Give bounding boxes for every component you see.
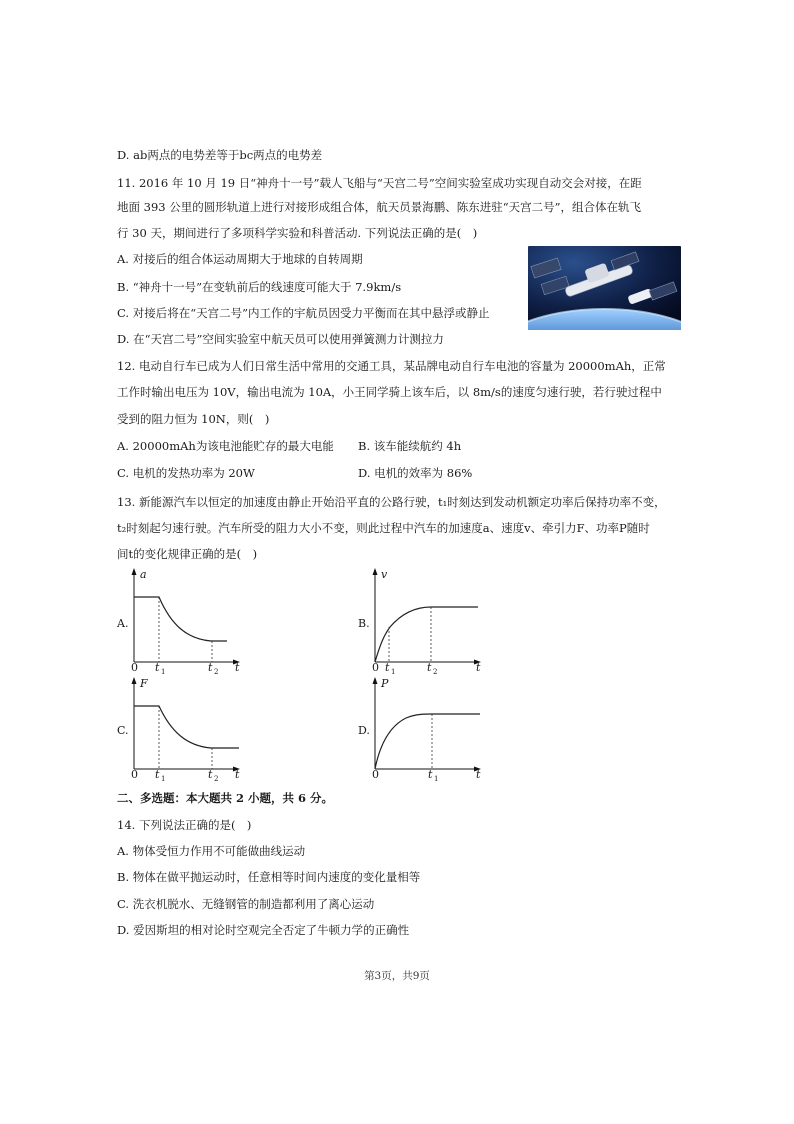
graph-b-t1: t xyxy=(385,661,390,674)
graph-d-t1-sub: 1 xyxy=(434,775,439,783)
graph-d-yvar: P xyxy=(381,677,389,690)
graph-a-xvar: t xyxy=(235,661,240,674)
space-station-photo xyxy=(528,246,681,330)
graph-d-origin: 0 xyxy=(372,768,379,781)
graph-c-label: C. xyxy=(117,724,129,737)
q14-stem: 14. 下列说法正确的是( ) xyxy=(117,818,252,832)
q11-stem-line2: 地面 393 公里的圆形轨道上进行对接形成组合体，航天员景海鹏、陈东进驻“天宫二号”，组合体在轨飞 xyxy=(117,200,642,214)
graph-b-t2: t xyxy=(427,661,432,674)
graph-c-t2: t xyxy=(208,768,213,781)
graph-d-xvar: t xyxy=(476,768,481,781)
graph-d xyxy=(358,674,498,784)
q12-stem-line3: 受到的阻力恒为 10N，则( ) xyxy=(117,412,270,426)
graph-c-t1: t xyxy=(155,768,160,781)
q14-option-c: C. 洗衣机脱水、无缝钢管的制造都利用了离心运动 xyxy=(117,897,375,911)
q11-stem-line3: 行 30 天，期间进行了多项科学实验和科普活动. 下列说法正确的是( ) xyxy=(117,226,478,240)
graph-d-t1: t xyxy=(428,768,433,781)
q12-option-c: C. 电机的发热功率为 20W xyxy=(117,466,255,480)
graph-b-yvar: v xyxy=(381,568,388,581)
q10-option-d: D. ab两点的电势差等于bc两点的电势差 xyxy=(117,148,323,162)
page-footer: 第3页，共9页 xyxy=(364,970,430,982)
graph-a-yvar: a xyxy=(140,568,147,581)
q13-stem-line1: 13. 新能源汽车以恒定的加速度由静止开始沿平直的公路行驶，t₁时刻达到发动机额定功率后保持功率不变， xyxy=(117,495,666,509)
graph-a xyxy=(117,565,257,675)
q14-option-d: D. 爱因斯坦的相对论时空观完全否定了牛顿力学的正确性 xyxy=(117,923,410,937)
graph-a-t2: t xyxy=(208,661,213,674)
graph-a-t2-sub: 2 xyxy=(214,668,219,676)
graph-b-xvar: t xyxy=(476,661,481,674)
q13-stem-line3: 间t的变化规律正确的是( ) xyxy=(117,547,258,561)
graph-b-origin: 0 xyxy=(372,661,379,674)
graph-b-t1-sub: 1 xyxy=(391,668,396,676)
q11-option-c: C. 对接后将在“天宫二号”内工作的宇航员因受力平衡而在其中悬浮或静止 xyxy=(117,306,490,320)
q14-option-b: B. 物体在做平抛运动时，任意相等时间内速度的变化量相等 xyxy=(117,870,421,884)
q12-stem-line1: 12. 电动自行车已成为人们日常生活中常用的交通工具，某品牌电动自行车电池的容量为 20000mAh，正常 xyxy=(117,359,666,373)
q11-option-b: B. “神舟十一号”在变轨前后的线速度可能大于 7.9km/s xyxy=(117,280,402,294)
q12-option-a: A. 20000mAh为该电池能贮存的最大电能 xyxy=(117,439,334,453)
q13-stem-line2: t₂时刻起匀速行驶。汽车所受的阻力大小不变，则此过程中汽车的加速度a、速度v、牵引力F、功率P随时 xyxy=(117,521,650,535)
q11-option-d: D. 在“天宫二号”空间实验室中航天员可以使用弹簧测力计测拉力 xyxy=(117,332,444,346)
graph-a-origin: 0 xyxy=(131,661,138,674)
q12-stem-line2: 工作时输出电压为 10V，输出电流为 10A，小王同学骑上该车后，以 8m/s的速度匀速行驶，若行驶过程中 xyxy=(117,385,662,399)
graph-c-yvar: F xyxy=(140,677,148,690)
q14-option-a: A. 物体受恒力作用不可能做曲线运动 xyxy=(117,844,306,858)
q12-option-d: D. 电机的效率为 86% xyxy=(358,466,473,480)
section-heading-multiple-choice: 二、多选题：本大题共 2 小题，共 6 分。 xyxy=(117,791,334,805)
graph-c-origin: 0 xyxy=(131,768,138,781)
graph-b xyxy=(358,565,498,675)
graph-c-t2-sub: 2 xyxy=(214,775,219,783)
graph-c-t1-sub: 1 xyxy=(161,775,166,783)
graph-c-xvar: t xyxy=(235,768,240,781)
graph-c xyxy=(117,674,257,784)
graph-a-label: A. xyxy=(117,617,129,630)
graph-d-label: D. xyxy=(358,724,370,737)
q11-stem-line1: 11. 2016 年 10 月 19 日“神舟十一号”载人飞船与“天宫二号”空间实验室成功实现自动交会对接，在距 xyxy=(117,176,642,190)
graph-b-label: B. xyxy=(358,617,370,630)
q12-option-b: B. 该车能续航约 4h xyxy=(358,439,462,453)
graph-a-t1: t xyxy=(155,661,160,674)
q11-option-a: A. 对接后的组合体运动周期大于地球的自转周期 xyxy=(117,252,363,266)
graph-b-t2-sub: 2 xyxy=(433,668,438,676)
graph-a-t1-sub: 1 xyxy=(161,668,166,676)
